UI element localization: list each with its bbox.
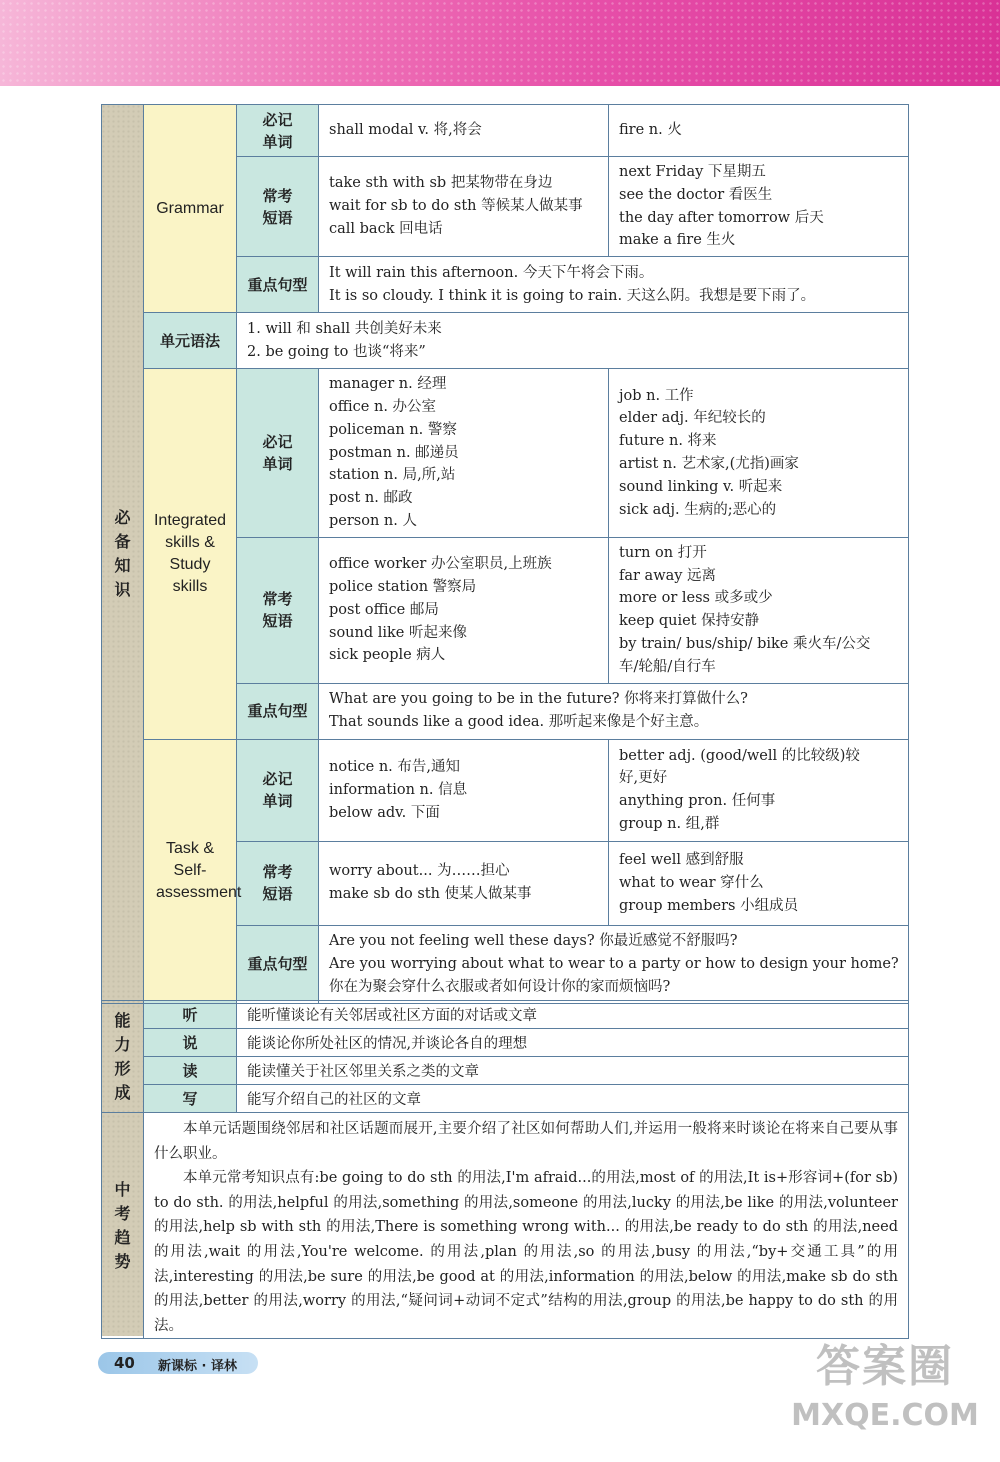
word-item: post n. 邮政 [329, 490, 413, 507]
unit-grammar-item: 1. will 和 shall 共创美好未来 [247, 320, 442, 337]
unit-grammar-label: 单元语法 [159, 331, 220, 350]
phrase-item: worry about... 为……担心 [329, 863, 510, 880]
sentence-item: It will rain this afternoon. 今天下午将会下雨。 [329, 264, 654, 281]
side-label-trend-cell [102, 1113, 144, 1339]
phrase-item: wait for sb to do sth 等候某人做某事 [329, 198, 583, 215]
phrase-item: office worker 办公室职员,上班族 [329, 556, 552, 573]
grammar-words-left [319, 105, 609, 157]
integrated-words-right [609, 369, 909, 538]
trend-paragraph: 本单元话题围绕邻居和社区话题而展开,主要介绍了社区如何帮助人们,并运用一般将来时谈论在将来自己要从事什么职业。 [154, 1121, 898, 1162]
word-item: notice n. 布告,通知 [329, 759, 461, 776]
watermark [780, 1330, 990, 1450]
skill-reading-text: 能读懂关于社区邻里关系之类的文章 [237, 1057, 909, 1085]
phrase-item: sick people 病人 [329, 647, 446, 664]
word-item: fire n. 火 [619, 122, 682, 139]
word-item: sound linking v. 听起来 [619, 478, 783, 495]
phrase-item: more or less 或多或少 [619, 590, 773, 607]
banner-texture [0, 0, 1000, 86]
task-words-label: 必记单词 [262, 770, 293, 811]
side-label-trend: 中考趋势 [114, 1179, 131, 1271]
unit-grammar-label-cell [144, 313, 237, 369]
phrase-item: make sb do sth 使某人做某事 [329, 886, 532, 903]
skill-writing-text: 能写介绍自己的社区的文章 [237, 1085, 909, 1113]
word-item: station n. 局,所,站 [329, 467, 456, 484]
word-item: postman n. 邮递员 [329, 444, 459, 461]
trend-paragraph: 本单元常考知识点有:be going to do sth 的用法,I'm afraid...的用法,most of 的用法,It is+形容词+(for sb) to do sth. 的用法,helpful 的用法,something 的用法,someone 的用法,lucky 的用法,be like 的用法,volunteer 的用法,help sb with sth 的用法,There is something wrong with... 的用法,be ready to do sth 的用法,need 的用法,wait 的用法,You're welcome. 的用法,plan 的用法,so 的用法,busy 的用法,“by+交通工具”的用法,interesting 的用法,be sure 的用法,be good at 的用法,information 的用法,below 的用法,make sb do sth 的用法,better 的用法,worry 的用法,“疑问词+动词不定式”结构的用法,group 的用法,be happy to do sth 的用法。 [154, 1170, 898, 1334]
grammar-phrases-right [609, 157, 909, 257]
task-words-left [319, 739, 609, 841]
phrase-item: police station 警察局 [329, 579, 477, 596]
phrase-item: next Friday 下星期五 [619, 164, 766, 180]
word-item: anything pron. 任何事 [619, 793, 776, 810]
phrase-item: group members 小组成员 [619, 897, 799, 914]
phrase-item: the day after tomorrow 后天 [619, 209, 824, 226]
sentence-item: It is so cloudy. I think it is going to rain. 天这么阴。我想是要下雨了。 [329, 287, 816, 304]
phrase-item: call back 回电话 [329, 220, 443, 237]
integrated-title: Integrated skills & Study skills [153, 511, 227, 595]
sentence-item: Are you worrying about what to wear to a party or how to design your home? [329, 955, 899, 972]
task-sentences [319, 925, 909, 1003]
task-phrases-left [319, 841, 609, 925]
task-title: Task & Self-assessment [156, 840, 242, 902]
phrase-item: keep quiet 保持安静 [619, 613, 760, 630]
grammar-phrases-label: 常考短语 [262, 186, 293, 227]
trend-content [144, 1113, 909, 1339]
integrated-phrases-right [609, 537, 909, 683]
knowledge-table [101, 104, 909, 1004]
skill-reading: 读 [144, 1057, 237, 1085]
word-item: 好,更好 [619, 770, 668, 787]
word-item: group n. 组,群 [619, 816, 720, 833]
grammar-title: Grammar [156, 199, 224, 217]
phrase-item: post office 邮局 [329, 601, 439, 618]
task-sentences-label: 重点句型 [247, 955, 308, 974]
trend-table [101, 1112, 909, 1339]
phrase-item: take sth with sb 把某物带在身边 [329, 175, 553, 192]
side-label-knowledge: 必备知识 [114, 507, 131, 599]
sentence-item: That sounds like a good idea. 那听起来像是个好主意。 [329, 714, 709, 731]
word-item: below adv. 下面 [329, 804, 440, 821]
word-item: artist n. 艺术家,(尤指)画家 [619, 455, 799, 472]
phrase-item: far away 远离 [619, 567, 717, 584]
integrated-sentences-label-cell [237, 683, 319, 739]
grammar-sentences-label: 重点句型 [247, 275, 308, 294]
watermark-line2: MXQE.COM [791, 1398, 979, 1433]
side-label-knowledge-cell [102, 105, 144, 1004]
integrated-cell [144, 369, 237, 740]
watermark-line1: 答案圈 [816, 1341, 954, 1392]
publisher-label: 新课标 · 译林 [158, 1359, 237, 1374]
integrated-words-label-cell [237, 369, 319, 538]
grammar-cell [144, 105, 237, 313]
word-item: manager n. 经理 [329, 376, 447, 393]
grammar-words-label-cell [237, 105, 319, 157]
skill-listening: 听 [144, 1001, 237, 1029]
skill-speaking: 说 [144, 1029, 237, 1057]
word-item: information n. 信息 [329, 781, 468, 798]
word-item: future n. 将来 [619, 433, 717, 450]
phrase-item: feel well 感到舒服 [619, 852, 744, 869]
page-number: 40 [114, 1354, 135, 1372]
word-item: person n. 人 [329, 512, 417, 529]
grammar-words-label: 必记单词 [262, 110, 293, 151]
integrated-phrases-left [319, 537, 609, 683]
word-item: better adj. (good/well 的比较级)较 [619, 747, 860, 764]
phrase-item: see the doctor 看医生 [619, 186, 773, 203]
phrase-item: by train/ bus/ship/ bike 乘火车/公交 [619, 636, 871, 653]
ability-table [101, 1000, 909, 1113]
unit-grammar-item: 2. be going to 也谈“将来” [247, 343, 426, 360]
phrase-item: make a fire 生火 [619, 232, 736, 249]
integrated-sentences-label: 重点句型 [247, 702, 308, 721]
grammar-sentences-label-cell [237, 257, 319, 313]
grammar-words-right [609, 105, 909, 157]
task-phrases-label-cell [237, 841, 319, 925]
skill-listening-text: 能听懂谈论有关邻居或社区方面的对话或文章 [237, 1001, 909, 1029]
unit-grammar-items [237, 313, 909, 369]
sentence-item: What are you going to be in the future? 你将来打算做什么? [329, 691, 748, 708]
sentence-item: 你在为聚会穿什么衣服或者如何设计你的家而烦恼吗? [329, 978, 671, 995]
task-cell [144, 739, 242, 1003]
integrated-words-label: 必记单词 [262, 432, 293, 473]
skill-writing: 写 [144, 1085, 237, 1113]
integrated-phrases-label: 常考短语 [262, 590, 293, 631]
grammar-phrases-left [319, 157, 609, 257]
integrated-words-left [319, 369, 609, 538]
side-label-ability-cell [102, 1001, 144, 1113]
page-footer [98, 1352, 258, 1374]
phrase-item: 车/轮船/自行车 [619, 658, 716, 675]
task-sentences-label-cell [237, 925, 319, 1003]
word-item: job n. 工作 [619, 387, 694, 404]
skill-speaking-text: 能谈论你所处社区的情况,并谈论各自的理想 [237, 1029, 909, 1057]
phrase-item: what to wear 穿什么 [619, 874, 764, 891]
task-words-right [609, 739, 909, 841]
word-item: elder adj. 年纪较长的 [619, 410, 766, 427]
phrase-item: sound like 听起来像 [329, 624, 467, 641]
word-item: office n. 办公室 [329, 398, 437, 415]
task-phrases-right [609, 841, 909, 925]
integrated-sentences [319, 683, 909, 739]
side-label-ability: 能力形成 [114, 1010, 131, 1102]
integrated-phrases-label-cell [237, 537, 319, 683]
word-item: policeman n. 警察 [329, 421, 457, 438]
word-item: sick adj. 生病的;恶心的 [619, 501, 777, 518]
grammar-sentences [319, 257, 909, 313]
word-item: shall modal v. 将,将会 [329, 122, 482, 139]
task-phrases-label: 常考短语 [262, 863, 293, 904]
phrase-item: turn on 打开 [619, 544, 707, 561]
task-words-label-cell [237, 739, 319, 841]
grammar-phrases-label-cell [237, 157, 319, 257]
sentence-item: Are you not feeling well these days? 你最近感觉不舒服吗? [329, 932, 738, 949]
